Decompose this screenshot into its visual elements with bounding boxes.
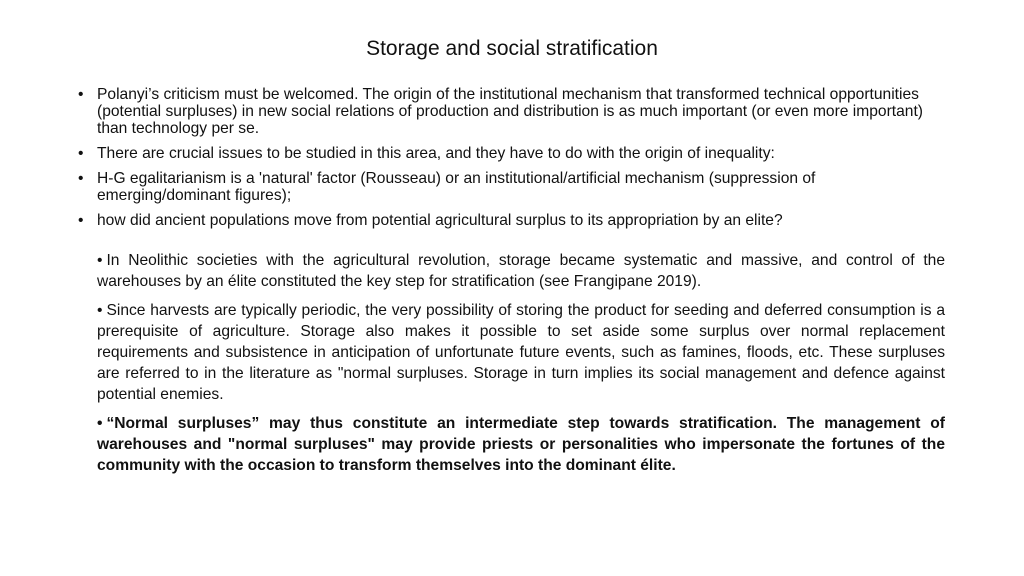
bullet-marker: • bbox=[97, 252, 103, 269]
sub-bullet-text: In Neolithic societies with the agricultural revolution, storage became systematic and massive, and control of the warehouses by an élite constituted the key step for stratification (see Frangipane 2019). bbox=[97, 252, 945, 290]
sub-list-item bbox=[97, 250, 945, 292]
bullet-marker: • bbox=[78, 170, 84, 187]
bullet-marker: • bbox=[78, 212, 84, 229]
sub-list-item bbox=[97, 300, 945, 405]
bullet-text: how did ancient populations move from potential agricultural surplus to its appropriation by an elite? bbox=[97, 212, 783, 229]
list-item bbox=[78, 145, 948, 162]
sub-bullet-list bbox=[97, 250, 945, 484]
sub-bullet-text: Since harvests are typically periodic, the very possibility of storing the product for seeding and deferred consumption is a prerequisite of agriculture. Storage also makes it possible to set aside some surplus over normal replacement requirements and subsistence in anticipation of unfortunate future events, such as famines, floods, etc. These surpluses are referred to in the literature as "normal surpluses. Storage in turn implies its social management and defence against potential enemies. bbox=[97, 302, 945, 403]
slide-title: Storage and social stratification bbox=[366, 37, 658, 60]
list-item bbox=[78, 212, 948, 229]
sub-list-item bbox=[97, 413, 945, 476]
bullet-text: H-G egalitarianism is a 'natural' factor (Rousseau) or an institutional/artificial mechanism (suppression of emerging/dominant figures); bbox=[97, 170, 816, 204]
bullet-marker: • bbox=[78, 86, 84, 103]
bullet-text: Polanyi’s criticism must be welcomed. The origin of the institutional mechanism that transformed technical opportunities (potential surpluses) in new social relations of production and distribution is as much important (or even more important) than technology per se. bbox=[97, 86, 923, 137]
bullet-marker: • bbox=[97, 302, 103, 319]
bullet-marker: • bbox=[97, 415, 103, 432]
list-item bbox=[78, 170, 948, 204]
bullet-text: There are crucial issues to be studied in this area, and they have to do with the origin of inequality: bbox=[97, 145, 775, 162]
sub-bullet-text: “Normal surpluses” may thus constitute an intermediate step towards stratification. The management of warehouses and "normal surpluses" may provide priests or personalities who impersonate the fortunes of the community with the occasion to transform themselves into the dominant élite. bbox=[97, 415, 945, 474]
list-item bbox=[78, 86, 948, 137]
bullet-list bbox=[78, 86, 948, 237]
bullet-marker: • bbox=[78, 145, 84, 162]
